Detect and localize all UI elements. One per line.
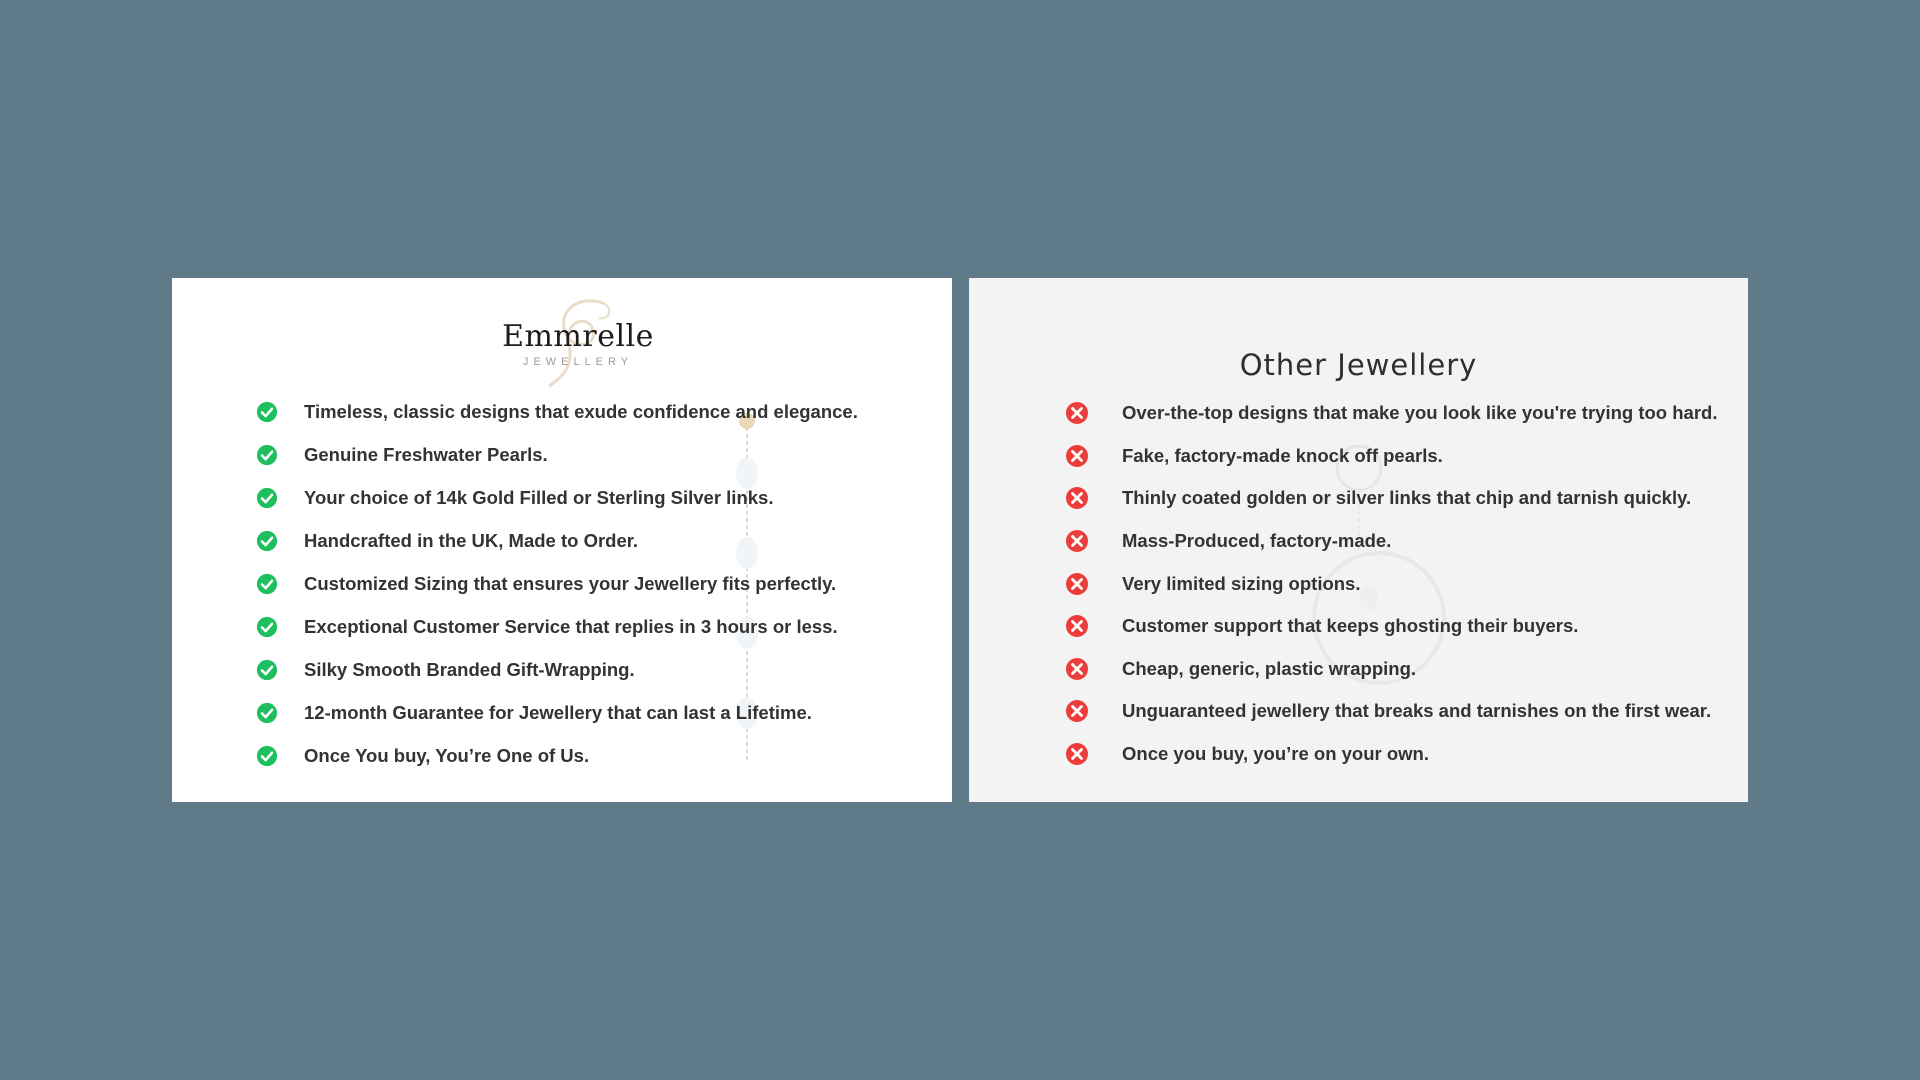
x-circle-icon bbox=[1065, 614, 1089, 638]
drawback-item bbox=[1065, 562, 1717, 605]
check-circle-icon bbox=[256, 702, 278, 724]
check-circle-icon bbox=[256, 487, 278, 509]
benefit-text: 12-month Guarantee for Jewellery that can last a Lifetime. bbox=[304, 701, 812, 723]
drawback-item bbox=[1065, 477, 1717, 520]
benefit-text: Handcrafted in the UK, Made to Order. bbox=[304, 529, 639, 551]
drawback-text: Unguaranteed jewellery that breaks and tarnishes on the first wear. bbox=[1122, 700, 1712, 722]
x-circle-icon bbox=[1065, 401, 1089, 425]
x-circle-icon bbox=[1065, 444, 1089, 468]
drawback-text: Very limited sizing options. bbox=[1122, 572, 1361, 594]
benefit-text: Genuine Freshwater Pearls. bbox=[304, 443, 548, 465]
drawback-item bbox=[1065, 520, 1717, 563]
drawback-item bbox=[1065, 435, 1717, 478]
drawback-item bbox=[1065, 648, 1717, 691]
drawback-text: Once you buy, you’re on your own. bbox=[1122, 743, 1429, 765]
drawback-text: Mass-Produced, factory-made. bbox=[1122, 530, 1392, 552]
drawback-text: Customer support that keeps ghosting their buyers. bbox=[1122, 615, 1579, 637]
drawback-item bbox=[1065, 690, 1717, 733]
benefit-item bbox=[256, 390, 858, 433]
x-circle-icon bbox=[1065, 657, 1089, 681]
benefit-text: Once You buy, You’re One of Us. bbox=[304, 744, 590, 766]
brand-name: Emmrelle bbox=[502, 319, 654, 354]
benefit-item bbox=[256, 476, 858, 519]
check-circle-icon bbox=[256, 659, 278, 681]
drawback-item bbox=[1065, 605, 1717, 648]
x-circle-icon bbox=[1065, 699, 1089, 723]
drawback-text: Cheap, generic, plastic wrapping. bbox=[1122, 657, 1417, 679]
brand-subtitle: JEWELLERY bbox=[522, 356, 634, 368]
check-circle-icon bbox=[256, 401, 278, 423]
drawback-item bbox=[1065, 733, 1717, 776]
other-jewellery-drawbacks-list bbox=[1065, 392, 1717, 775]
benefit-item bbox=[256, 734, 858, 777]
x-circle-icon bbox=[1065, 742, 1089, 766]
drawback-text: Thinly coated golden or silver links that chip and tarnish quickly. bbox=[1122, 487, 1692, 509]
other-jewellery-title: Other Jewellery bbox=[1239, 348, 1478, 383]
emmrelle-panel bbox=[172, 278, 952, 802]
check-circle-icon bbox=[256, 616, 278, 638]
benefit-text: Your choice of 14k Gold Filled or Sterling Silver links. bbox=[304, 486, 774, 508]
drawback-text: Fake, factory-made knock off pearls. bbox=[1122, 444, 1443, 466]
benefit-item bbox=[256, 433, 858, 476]
benefit-item bbox=[256, 605, 858, 648]
benefit-item bbox=[256, 519, 858, 562]
x-circle-icon bbox=[1065, 486, 1089, 510]
check-circle-icon bbox=[256, 745, 278, 767]
benefit-text: Exceptional Customer Service that replies in 3 hours or less. bbox=[304, 615, 838, 637]
benefit-item bbox=[256, 648, 858, 691]
check-circle-icon bbox=[256, 573, 278, 595]
check-circle-icon bbox=[256, 530, 278, 552]
benefit-text: Timeless, classic designs that exude confidence and elegance. bbox=[304, 400, 858, 422]
drawback-text: Over-the-top designs that make you look like you're trying too hard. bbox=[1122, 402, 1718, 424]
benefit-text: Silky Smooth Branded Gift-Wrapping. bbox=[304, 658, 635, 680]
x-circle-icon bbox=[1065, 529, 1089, 553]
drawback-item bbox=[1065, 392, 1717, 435]
brand-logo bbox=[172, 296, 952, 368]
x-circle-icon bbox=[1065, 572, 1089, 596]
benefit-item bbox=[256, 562, 858, 605]
benefit-text: Customized Sizing that ensures your Jewellery fits perfectly. bbox=[304, 572, 837, 594]
check-circle-icon bbox=[256, 444, 278, 466]
benefit-item bbox=[256, 691, 858, 734]
emmrelle-benefits-list bbox=[256, 390, 858, 777]
other-jewellery-panel bbox=[969, 278, 1748, 802]
